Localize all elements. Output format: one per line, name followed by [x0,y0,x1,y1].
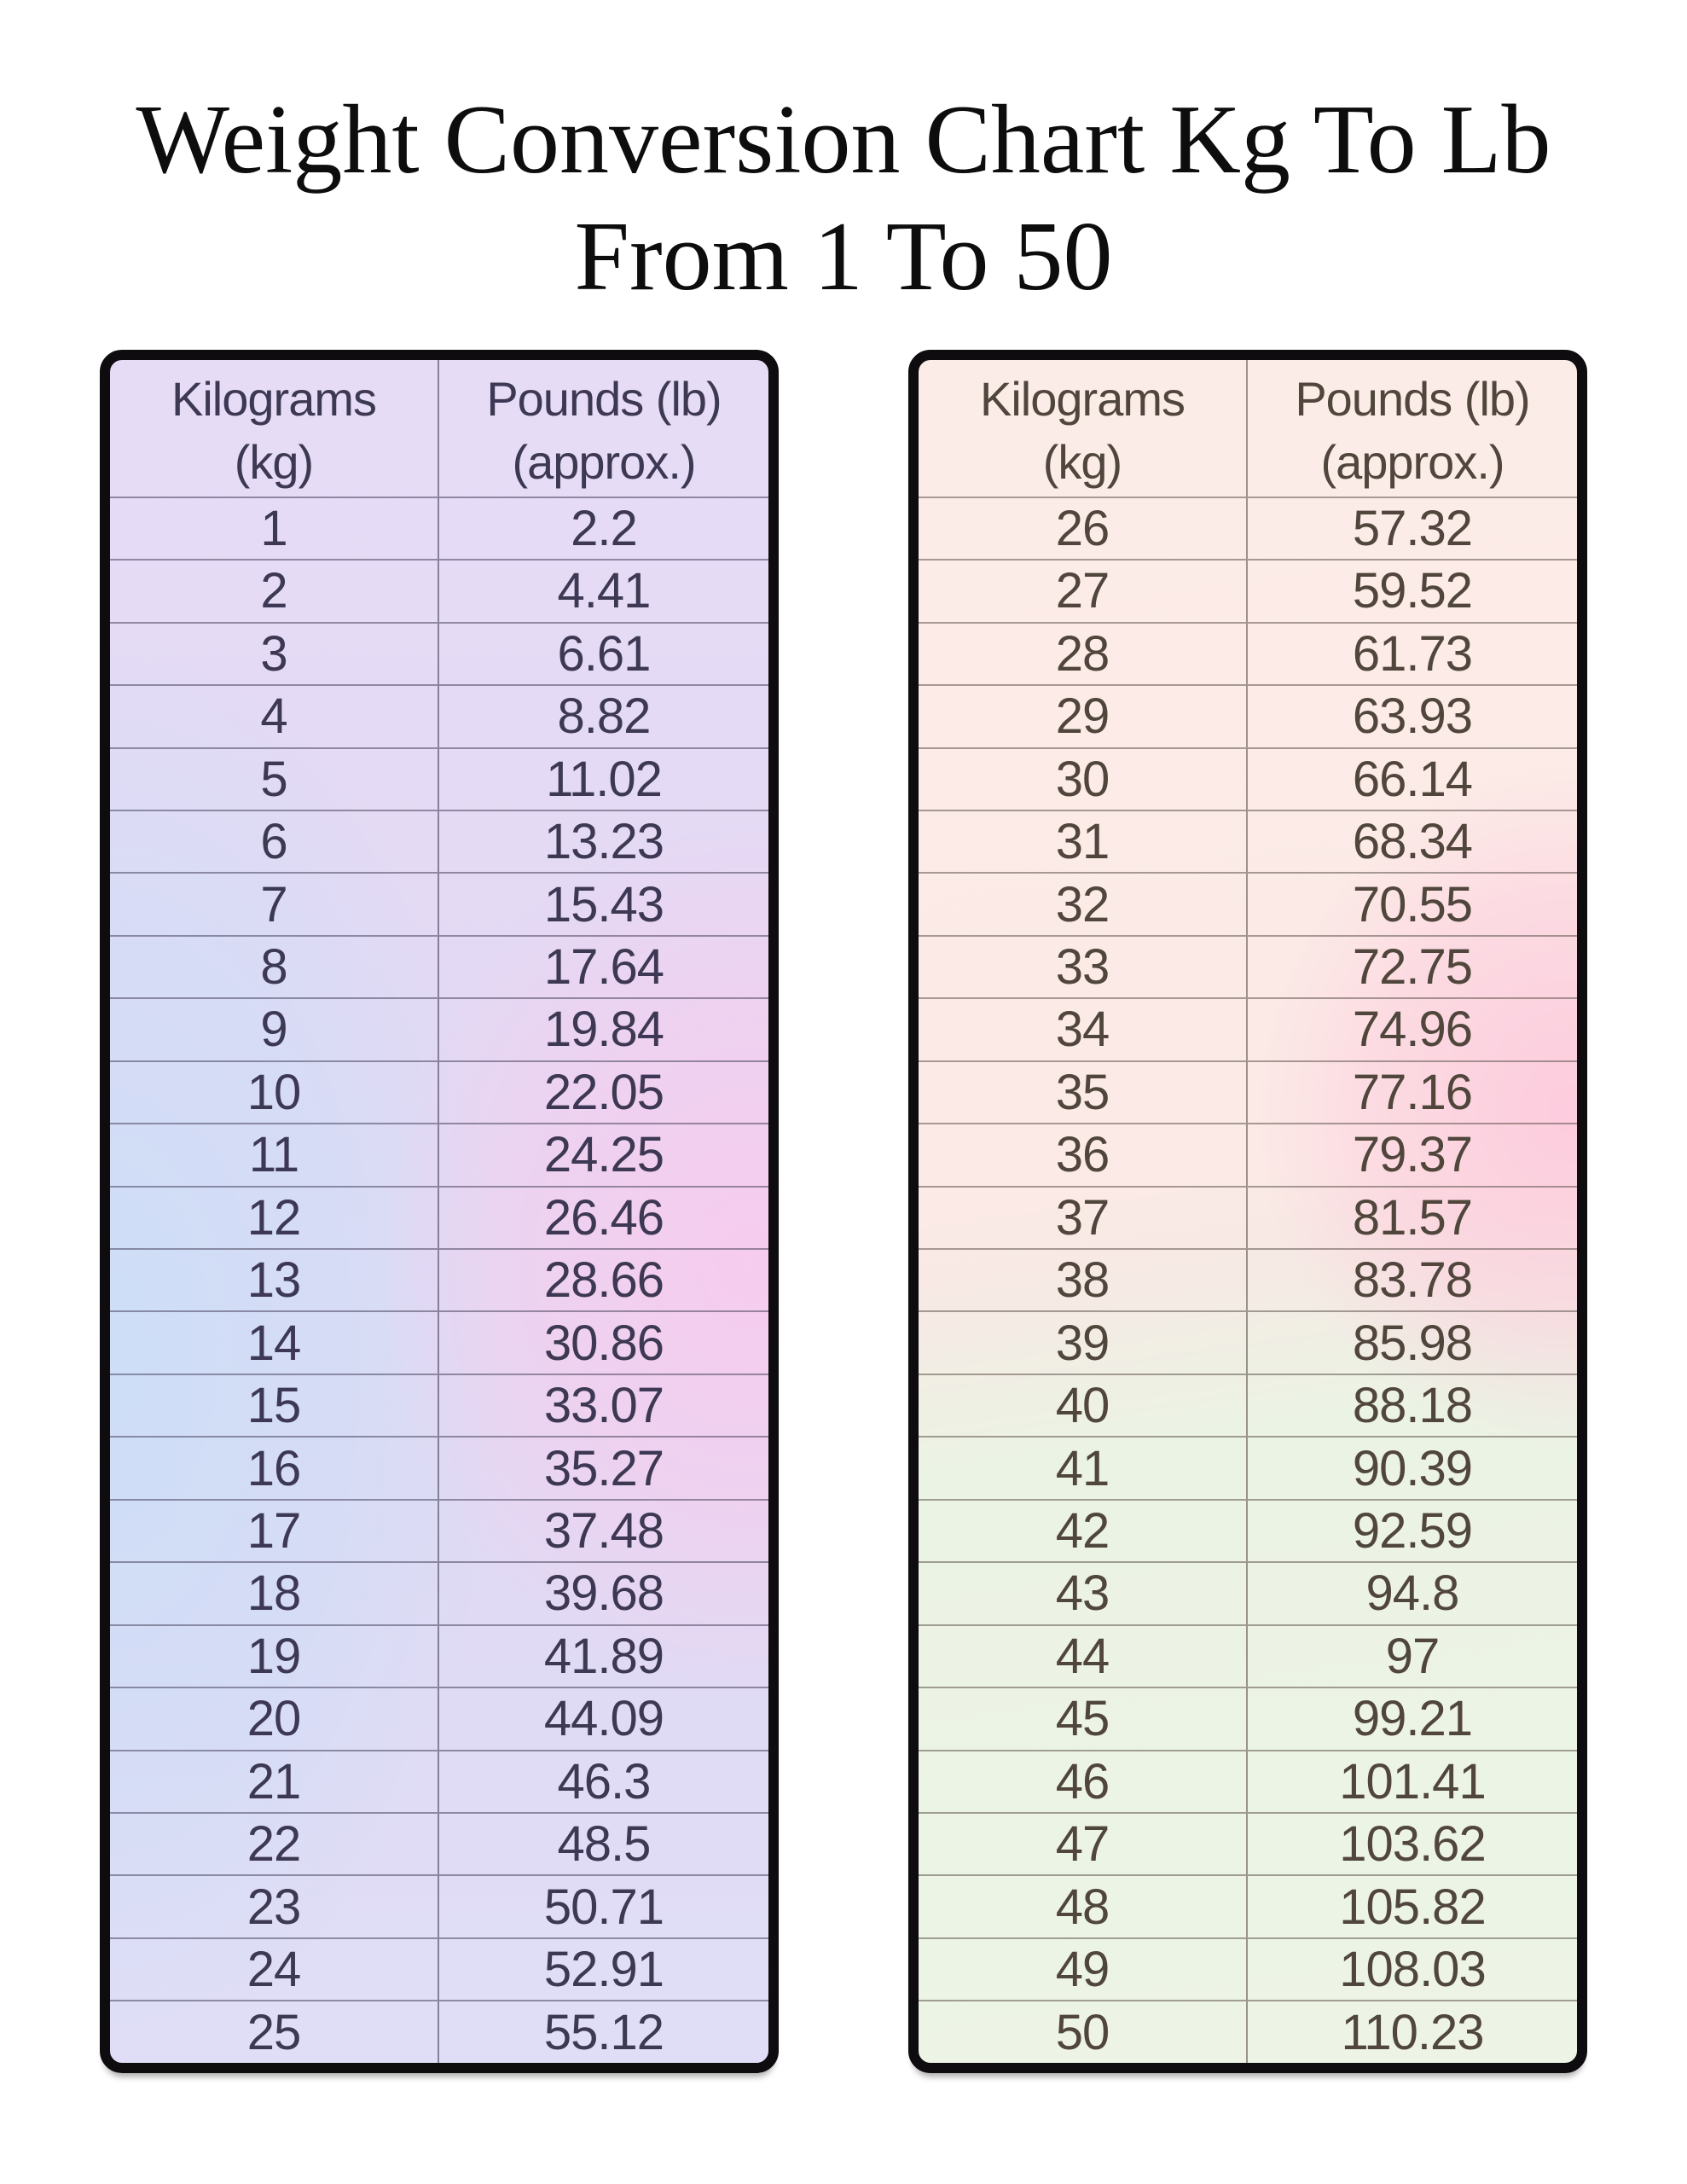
table-row [110,622,768,684]
lb-value: 48.5 [439,1812,768,1874]
lb-value: 103.62 [1248,1812,1577,1874]
kg-value: 36 [919,1123,1248,1185]
lb-value: 97 [1248,1624,1577,1687]
table-row [110,1624,768,1687]
table-row [110,497,768,559]
header-kilograms [110,360,439,497]
table-2-header [919,360,1577,497]
kg-value: 50 [919,2000,1248,2063]
lb-value: 83.78 [1248,1248,1577,1310]
kg-value: 45 [919,1687,1248,1749]
kg-value: 41 [919,1436,1248,1498]
table-row [919,622,1577,684]
lb-value: 88.18 [1248,1374,1577,1436]
kg-value: 47 [919,1812,1248,1874]
table-row [110,1687,768,1749]
lb-value: 92.59 [1248,1499,1577,1561]
lb-value: 2.2 [439,497,768,559]
lb-value: 50.71 [439,1874,768,1937]
header-pounds-unit: (approx.) [1320,434,1504,489]
lb-value: 90.39 [1248,1436,1577,1498]
kg-value: 13 [110,1248,439,1310]
kg-value: 5 [110,747,439,810]
kg-value: 38 [919,1248,1248,1310]
lb-value: 70.55 [1248,872,1577,934]
lb-value: 4.41 [439,559,768,621]
header-kilograms-unit: (kg) [234,434,314,489]
table-row [919,810,1577,872]
kg-value: 44 [919,1624,1248,1687]
kg-value: 24 [110,1937,439,2000]
lb-value: 77.16 [1248,1060,1577,1123]
table-row [110,997,768,1060]
kg-value: 6 [110,810,439,872]
lb-value: 74.96 [1248,997,1577,1060]
table-1-body [110,497,768,2063]
lb-value: 94.8 [1248,1561,1577,1623]
kg-value: 32 [919,872,1248,934]
table-row [110,1937,768,2000]
kg-value: 42 [919,1499,1248,1561]
lb-value: 44.09 [439,1687,768,1749]
lb-value: 110.23 [1248,2000,1577,2063]
header-pounds-unit: (approx.) [512,434,696,489]
table-row [919,935,1577,997]
lb-value: 108.03 [1248,1937,1577,2000]
kg-value: 8 [110,935,439,997]
kg-value: 39 [919,1310,1248,1373]
lb-value: 8.82 [439,684,768,746]
header-kilograms [919,360,1248,497]
table-row [110,2000,768,2063]
table-row [110,810,768,872]
table-row [110,747,768,810]
header-pounds [1248,360,1577,497]
table-row [110,1499,768,1561]
table-1-header [110,360,768,497]
table-row [110,1561,768,1623]
table-row [919,1750,1577,1812]
table-row [110,1436,768,1498]
kg-value: 33 [919,935,1248,997]
kg-value: 30 [919,747,1248,810]
table-row [919,997,1577,1060]
lb-value: 30.86 [439,1310,768,1373]
table-row [110,1248,768,1310]
kg-value: 10 [110,1060,439,1123]
table-row [919,1561,1577,1623]
lb-value: 105.82 [1248,1874,1577,1937]
lb-value: 22.05 [439,1060,768,1123]
lb-value: 61.73 [1248,622,1577,684]
lb-value: 11.02 [439,747,768,810]
lb-value: 79.37 [1248,1123,1577,1185]
kg-value: 48 [919,1874,1248,1937]
header-pounds-label: Pounds (lb) [486,371,722,426]
table-row [919,1436,1577,1498]
lb-value: 6.61 [439,622,768,684]
page-title-line-1: Weight Conversion Chart Kg To Lb [136,85,1551,195]
table-row [110,1123,768,1185]
kg-value: 28 [919,622,1248,684]
kg-value: 26 [919,497,1248,559]
header-row [110,360,768,497]
table-row [110,1812,768,1874]
table-row [919,684,1577,746]
table-row [110,1374,768,1436]
table-row [110,1310,768,1373]
lb-value: 85.98 [1248,1310,1577,1373]
kg-value: 25 [110,2000,439,2063]
kg-value: 3 [110,622,439,684]
kg-value: 23 [110,1874,439,1937]
lb-value: 59.52 [1248,559,1577,621]
table-row [110,684,768,746]
lb-value: 41.89 [439,1624,768,1687]
table-row [110,872,768,934]
table-row [919,1624,1577,1687]
table-row [919,1937,1577,2000]
table-row [919,1374,1577,1436]
kg-value: 12 [110,1186,439,1248]
table-row [919,2000,1577,2063]
header-pounds [439,360,768,497]
table-row [110,559,768,621]
kg-value: 16 [110,1436,439,1498]
kg-value: 40 [919,1374,1248,1436]
kg-value: 21 [110,1750,439,1812]
kg-value: 4 [110,684,439,746]
kg-value: 15 [110,1374,439,1436]
lb-value: 99.21 [1248,1687,1577,1749]
table-row [919,1060,1577,1123]
kg-value: 17 [110,1499,439,1561]
table-row [919,1186,1577,1248]
kg-value: 43 [919,1561,1248,1623]
lb-value: 26.46 [439,1186,768,1248]
lb-value: 33.07 [439,1374,768,1436]
lb-value: 52.91 [439,1937,768,2000]
kg-value: 31 [919,810,1248,872]
lb-value: 55.12 [439,2000,768,2063]
lb-value: 37.48 [439,1499,768,1561]
lb-value: 66.14 [1248,747,1577,810]
table-row [919,497,1577,559]
kg-value: 18 [110,1561,439,1623]
table-2-body [919,497,1577,2063]
lb-value: 57.32 [1248,497,1577,559]
kg-value: 46 [919,1750,1248,1812]
conversion-chart-page [0,82,1687,2184]
kg-value: 14 [110,1310,439,1373]
lb-value: 68.34 [1248,810,1577,872]
table-row [919,1687,1577,1749]
table-row [110,1750,768,1812]
lb-value: 101.41 [1248,1750,1577,1812]
lb-value: 13.23 [439,810,768,872]
kg-value: 20 [110,1687,439,1749]
lb-value: 24.25 [439,1123,768,1185]
lb-value: 39.68 [439,1561,768,1623]
kg-value: 22 [110,1812,439,1874]
table-row [919,559,1577,621]
table-row [110,1874,768,1937]
table-row [110,935,768,997]
kg-value: 19 [110,1624,439,1687]
header-kilograms-label: Kilograms [980,371,1185,426]
lb-value: 63.93 [1248,684,1577,746]
table-row [919,872,1577,934]
page-title [0,82,1687,316]
header-kilograms-unit: (kg) [1042,434,1122,489]
header-pounds-label: Pounds (lb) [1295,371,1530,426]
lb-value: 17.64 [439,935,768,997]
kg-value: 35 [919,1060,1248,1123]
kg-value: 34 [919,997,1248,1060]
table-row [919,1123,1577,1185]
lb-value: 81.57 [1248,1186,1577,1248]
tables-container [0,350,1687,2073]
header-row [919,360,1577,497]
table-row [110,1186,768,1248]
table-row [919,1812,1577,1874]
lb-value: 35.27 [439,1436,768,1498]
page-title-line-2: From 1 To 50 [574,201,1113,311]
lb-value: 46.3 [439,1750,768,1812]
lb-value: 15.43 [439,872,768,934]
table-row [919,1499,1577,1561]
kg-to-lb-table-1-25 [100,350,779,2073]
lb-value: 28.66 [439,1248,768,1310]
table-row [110,1060,768,1123]
kg-value: 27 [919,559,1248,621]
kg-value: 9 [110,997,439,1060]
table-row [919,1248,1577,1310]
table-row [919,1310,1577,1373]
kg-value: 2 [110,559,439,621]
kg-value: 7 [110,872,439,934]
kg-value: 1 [110,497,439,559]
lb-value: 72.75 [1248,935,1577,997]
kg-value: 49 [919,1937,1248,2000]
table-row [919,1874,1577,1937]
kg-value: 29 [919,684,1248,746]
kg-to-lb-table-26-50 [908,350,1587,2073]
header-kilograms-label: Kilograms [171,371,376,426]
table-row [919,747,1577,810]
lb-value: 19.84 [439,997,768,1060]
kg-value: 11 [110,1123,439,1185]
kg-value: 37 [919,1186,1248,1248]
